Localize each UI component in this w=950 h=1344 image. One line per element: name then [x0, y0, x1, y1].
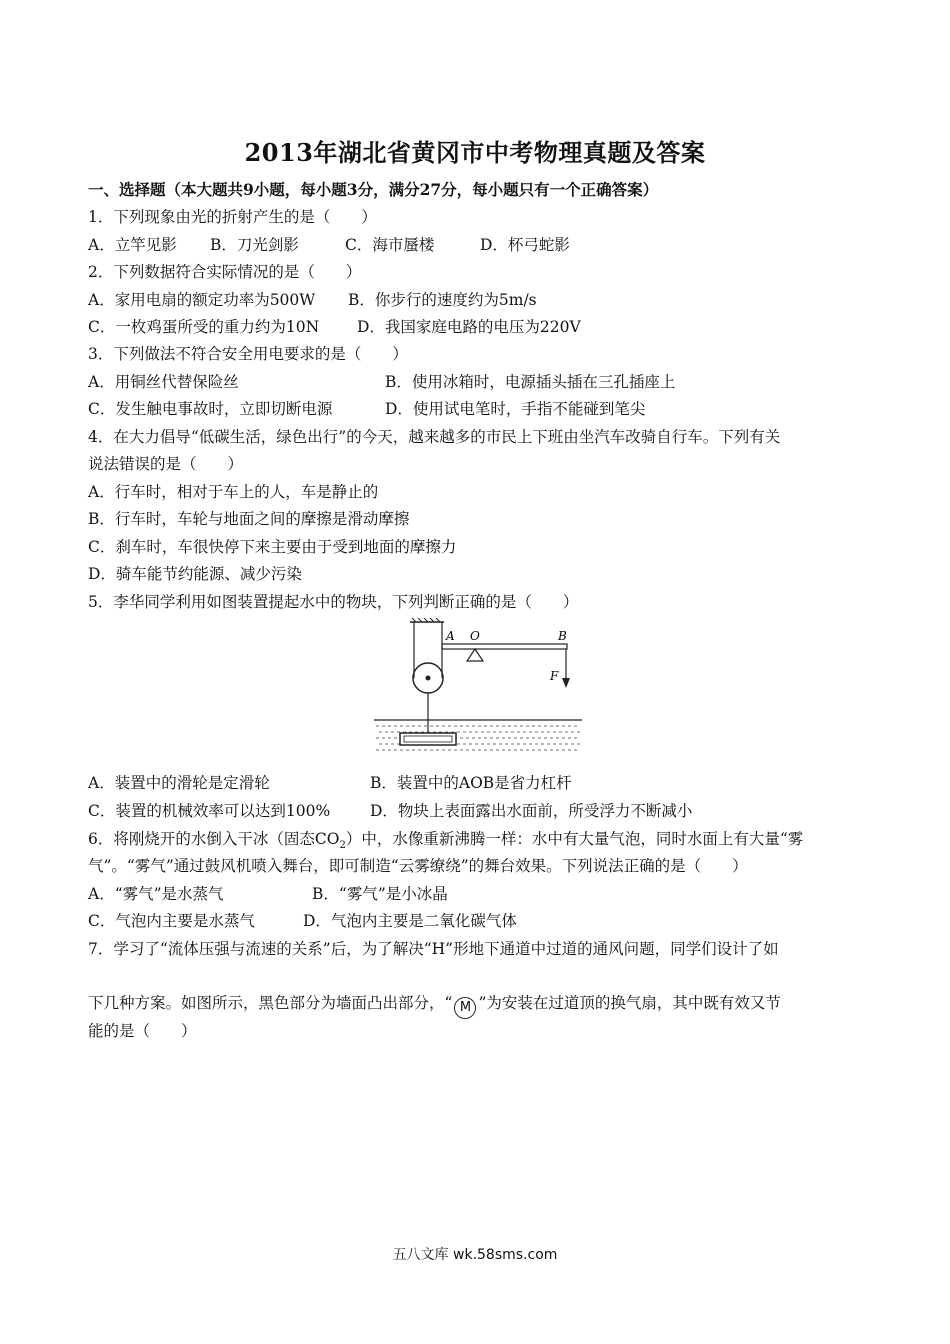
question-6-stem-line2: 气”。“雾气”通过鼓风机喷入舞台，即可制造“云雾缭绕”的舞台效果。下列说法正确的是（ ） [88, 857, 748, 875]
question-4-stem-line2: 说法错误的是（ ） [88, 455, 244, 473]
q6-option-c: C．气泡内主要是水蒸气 [88, 912, 255, 930]
question-7-stem-line1: 7．学习了“流体压强与流速的关系”后，为了解决“H”形地下通道中过道的通风问题，同学们设计了如 [88, 940, 779, 958]
q4-option-b: B．行车时，车轮与地面之间的摩擦是滑动摩擦 [88, 510, 410, 528]
q6-option-d: D．气泡内主要是二氧化碳气体 [303, 912, 517, 930]
q1-option-c: C．海市蜃楼 [345, 236, 435, 254]
q5-option-c: C．装置的机械效率可以达到100% [88, 802, 331, 820]
q2-option-c: C．一枚鸡蛋所受的重力约为10N [88, 318, 320, 336]
q3-option-a: A．用铜丝代替保险丝 [88, 373, 239, 391]
page-title: 2013年湖北省黄冈市中考物理真题及答案 [244, 138, 706, 167]
label-o: O [470, 629, 480, 643]
label-f: F [550, 669, 559, 683]
question-7-stem-line3: 能的是（ ） [88, 1022, 197, 1040]
question-6-stem-line1: 6．将刚烧开的水倒入干冰（固态$CO_2$）中，水像重新沸腾一样：水中有大量气泡，同时水面上有大量“雾 [88, 830, 804, 852]
q3-option-b: B．使用冰箱时，电源插头插在三孔插座上 [385, 373, 676, 391]
q1-option-b: B．刀光剑影 [210, 236, 299, 254]
question-2-stem: 2．下列数据符合实际情况的是（ ） [88, 263, 362, 281]
pulley-lever-figure [370, 618, 585, 758]
q6-option-a: A．“雾气”是水蒸气 [88, 885, 224, 903]
q1-option-d: D．杯弓蛇影 [480, 236, 570, 254]
question-5-stem: 5．李华同学利用如图装置提起水中的物块，下列判断正确的是（ ） [88, 593, 579, 611]
question-4-stem-line1: 4．在大力倡导“低碳生活，绿色出行”的今天，越来越多的市民上下班由坐汽车改骑自行车。下列有关 [88, 428, 781, 446]
question-3-stem: 3．下列做法不符合安全用电要求的是（ ） [88, 345, 408, 363]
q2-option-d: D．我国家庭电路的电压为220V [357, 318, 581, 336]
fan-icon: M [454, 997, 476, 1019]
q2-option-b: B．你步行的速度约为5m/s [348, 291, 537, 309]
q4-option-a: A．行车时，相对于车上的人，车是静止的 [88, 483, 379, 501]
question-1-stem: 1．下列现象由光的折射产生的是（ ） [88, 208, 377, 226]
q5-option-a: A．装置中的滑轮是定滑轮 [88, 774, 270, 792]
label-b: B [558, 629, 567, 643]
q6-option-b: B．“雾气”是小冰晶 [312, 885, 448, 903]
q3-option-d: D．使用试电笔时，手指不能碰到笔尖 [385, 400, 646, 418]
q2-option-a: A．家用电扇的额定功率为500W [88, 291, 316, 309]
q4-option-c: C．刹车时，车很快停下来主要由于受到地面的摩擦力 [88, 538, 457, 556]
q4-option-d: D．骑车能节约能源、减少污染 [88, 565, 302, 583]
label-a: A [446, 629, 455, 643]
q1-option-a: A．立竿见影 [88, 236, 177, 254]
q5-option-d: D．物块上表面露出水面前，所受浮力不断减小 [370, 802, 693, 820]
q5-option-b: B．装置中的AOB是省力杠杆 [370, 774, 572, 792]
question-7-stem-line2: 下几种方案。如图所示，黑色部分为墙面凸出部分，“ M ”为安装在过道顶的换气扇，其中既有效又节 [88, 993, 781, 1019]
q3-option-c: C．发生触电事故时，立即切断电源 [88, 400, 333, 418]
section-heading: 一、选择题（本大题共9小题，每小题3分，满分27分，每小题只有一个正确答案） [88, 180, 659, 199]
footer-watermark: 五八文库 wk.58sms.com [392, 1247, 558, 1263]
